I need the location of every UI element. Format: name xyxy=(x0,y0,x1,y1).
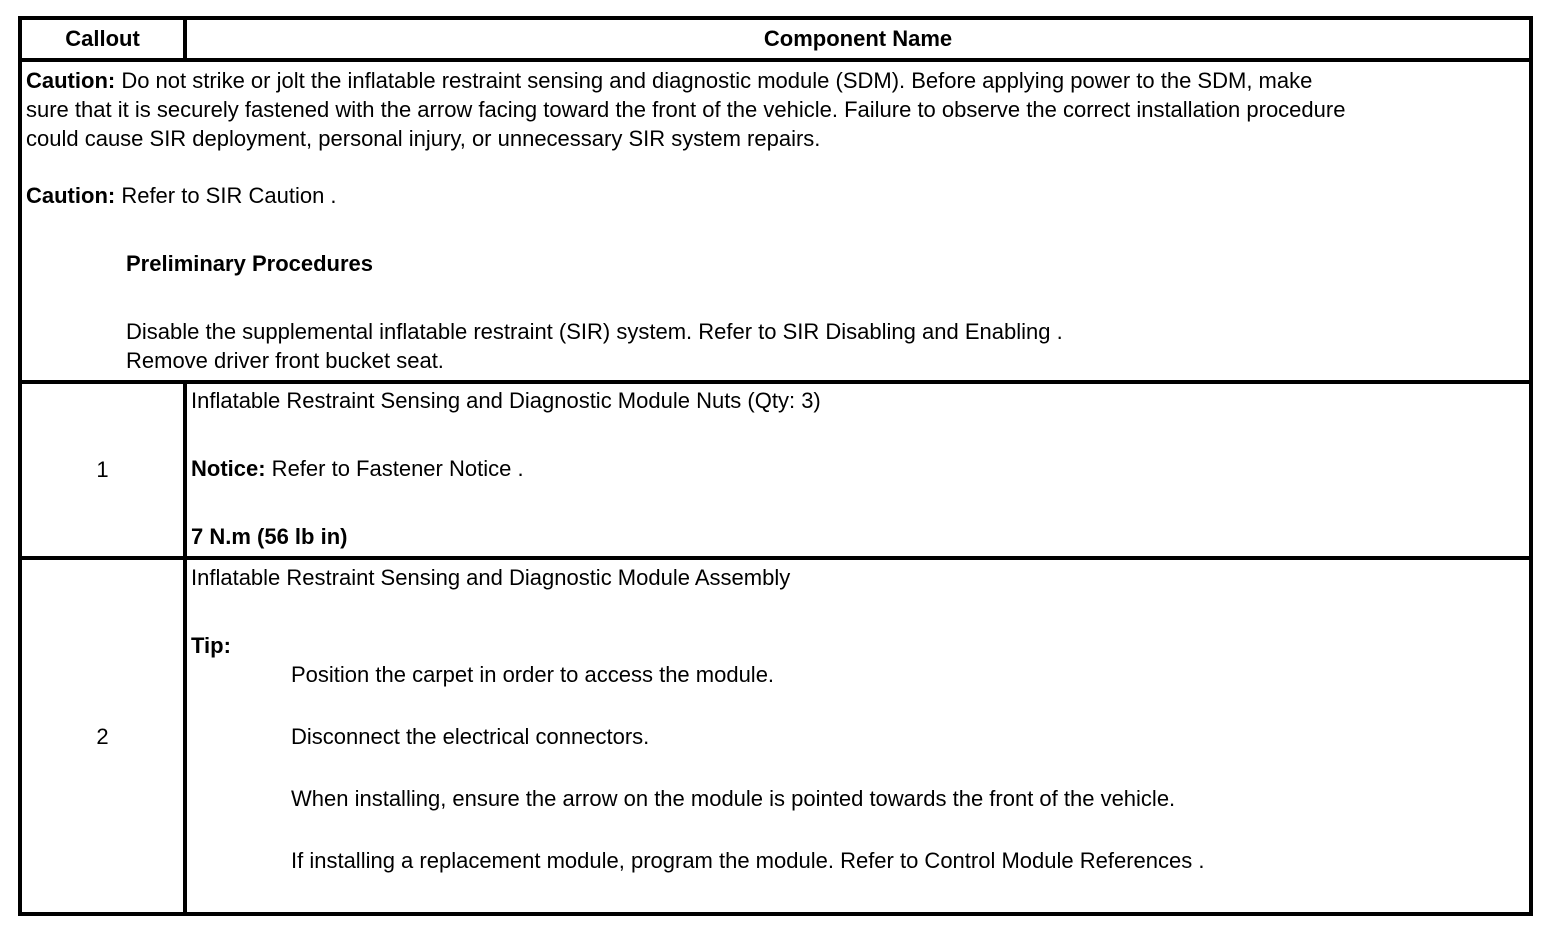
header-callout: Callout xyxy=(65,26,140,51)
caution-1-line-2: sure that it is securely fastened with the arrow facing toward the front of the vehicle. Failure to observe the correct installation procedure xyxy=(26,97,1346,122)
row-1-component-name: Inflatable Restraint Sensing and Diagnostic Module Nuts (Qty: 3) xyxy=(191,388,821,413)
header-divider xyxy=(22,58,1529,62)
preliminary-procedures-title: Preliminary Procedures xyxy=(126,251,374,276)
row-1-notice-label: Notice: xyxy=(191,456,266,481)
preliminary-step-1: Disable the supplemental inflatable restraint (SIR) system. Refer to SIR Disabling and Enabling . xyxy=(126,319,1063,344)
row-1-callout: 1 xyxy=(96,457,109,482)
row-2-callout: 2 xyxy=(96,724,109,749)
row-2-tip-1: Position the carpet in order to access the module. xyxy=(291,662,775,687)
caution-1-line-3: could cause SIR deployment, personal injury, or unnecessary SIR system repairs. xyxy=(26,126,821,151)
row-2-tip-3: When installing, ensure the arrow on the module is pointed towards the front of the vehicle. xyxy=(291,786,1176,811)
caution-2 xyxy=(26,182,337,210)
row-2-component-name: Inflatable Restraint Sensing and Diagnostic Module Assembly xyxy=(191,565,791,590)
caution-1-text: Do not strike or jolt the inflatable restraint sensing and diagnostic module (SDM). Before applying power to the SDM, make xyxy=(115,68,1313,93)
preliminary-step-2: Remove driver front bucket seat. xyxy=(126,348,444,373)
row-1-torque: 7 N.m (56 lb in) xyxy=(191,524,348,549)
row-divider xyxy=(22,556,1529,560)
row-2-tip-label: Tip: xyxy=(191,633,231,658)
column-divider-body xyxy=(183,380,187,912)
row-1-notice-text: Refer to Fastener Notice . xyxy=(265,456,524,481)
procedure-table xyxy=(18,16,1533,916)
caution-1-label: Caution: xyxy=(26,68,116,93)
row-2-tip-2: Disconnect the electrical connectors. xyxy=(291,724,650,749)
caution-1-line-1 xyxy=(26,67,1312,95)
header-component-name: Component Name xyxy=(763,26,953,51)
row-2-tip-4: If installing a replacement module, program the module. Refer to Control Module References . xyxy=(291,848,1205,873)
row-1-notice xyxy=(191,455,524,483)
intro-divider xyxy=(22,380,1529,384)
caution-2-text: Refer to SIR Caution . xyxy=(115,183,337,208)
caution-2-label: Caution: xyxy=(26,183,116,208)
